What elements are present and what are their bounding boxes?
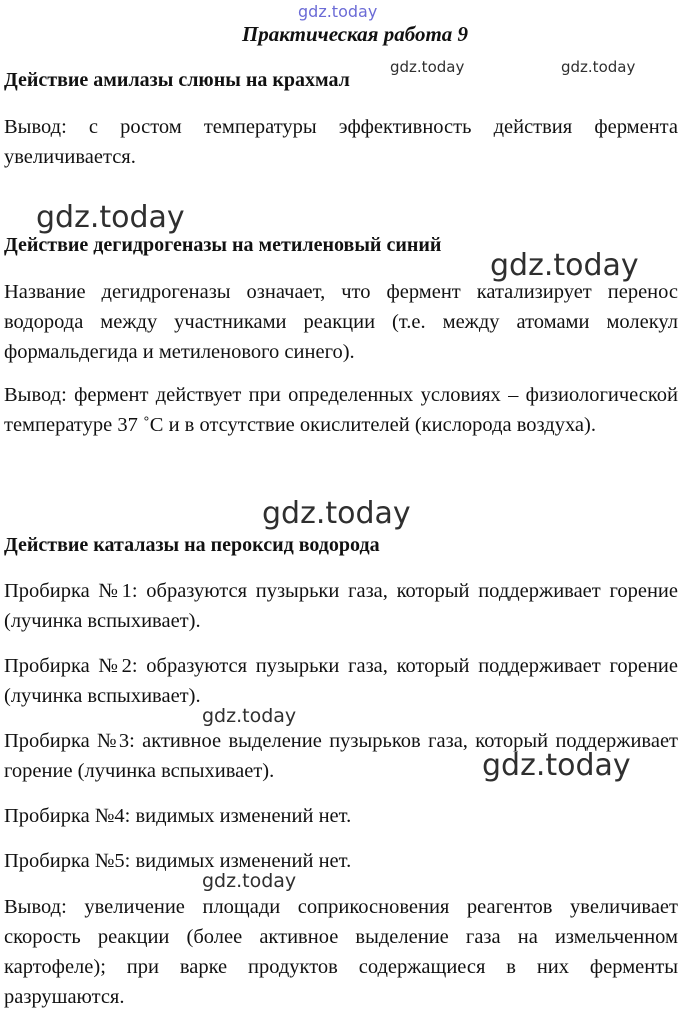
paragraph: Вывод: увеличение площади соприкосновения реагентов увеличивает скорость реакции (более активное выделение газа на измельченном картофеле); при варке продуктов содержащиеся в них ферменты разрушаются. [4,896,678,1008]
paragraph: Пробирка №2: образуются пузырьки газа, который поддерживает горение (лучинка вспыхивает). [4,655,678,707]
watermark-text: gdz.today [482,748,631,783]
watermark-text: gdz.today [561,58,636,76]
paragraph: Вывод: с ростом температуры эффективность действия фермента увеличивается. [4,116,678,168]
section-heading: Действие дегидрогеназы на метиленовый синий [4,234,442,256]
page-title: Практическая работа 9 [241,22,469,46]
watermark-text: gdz.today [202,870,297,892]
watermark-text: gdz.today [390,58,465,76]
watermark-text: gdz.today [298,2,378,21]
paragraph: Вывод: фермент действует при определенных условиях – физиологической температуре 37 ˚С и в отсутствие окислителей (кислорода воздуха). [4,384,678,436]
watermark-text: gdz.today [36,200,185,235]
paragraph: Пробирка №3: активное выделение пузырьков газа, который поддерживает горение (лучинка вспыхивает). [4,730,678,782]
watermark-text: gdz.today [490,248,639,283]
paragraph: Пробирка №5: видимых изменений нет. [4,850,352,872]
paragraph: Пробирка №1: образуются пузырьки газа, который поддерживает горение (лучинка вспыхивает). [4,580,678,632]
watermark-text: gdz.today [202,705,297,727]
paragraph: Пробирка №4: видимых изменений нет. [4,805,352,827]
section-heading: Действие каталазы на пероксид водорода [4,534,380,556]
section-heading: Действие амилазы слюны на крахмал [4,69,350,91]
watermark-text: gdz.today [262,496,411,531]
paragraph: Название дегидрогеназы означает, что фермент катализирует перенос водорода между участниками реакции (т.е. между атомами молекул формальдегида и метиленового синего). [4,281,678,363]
